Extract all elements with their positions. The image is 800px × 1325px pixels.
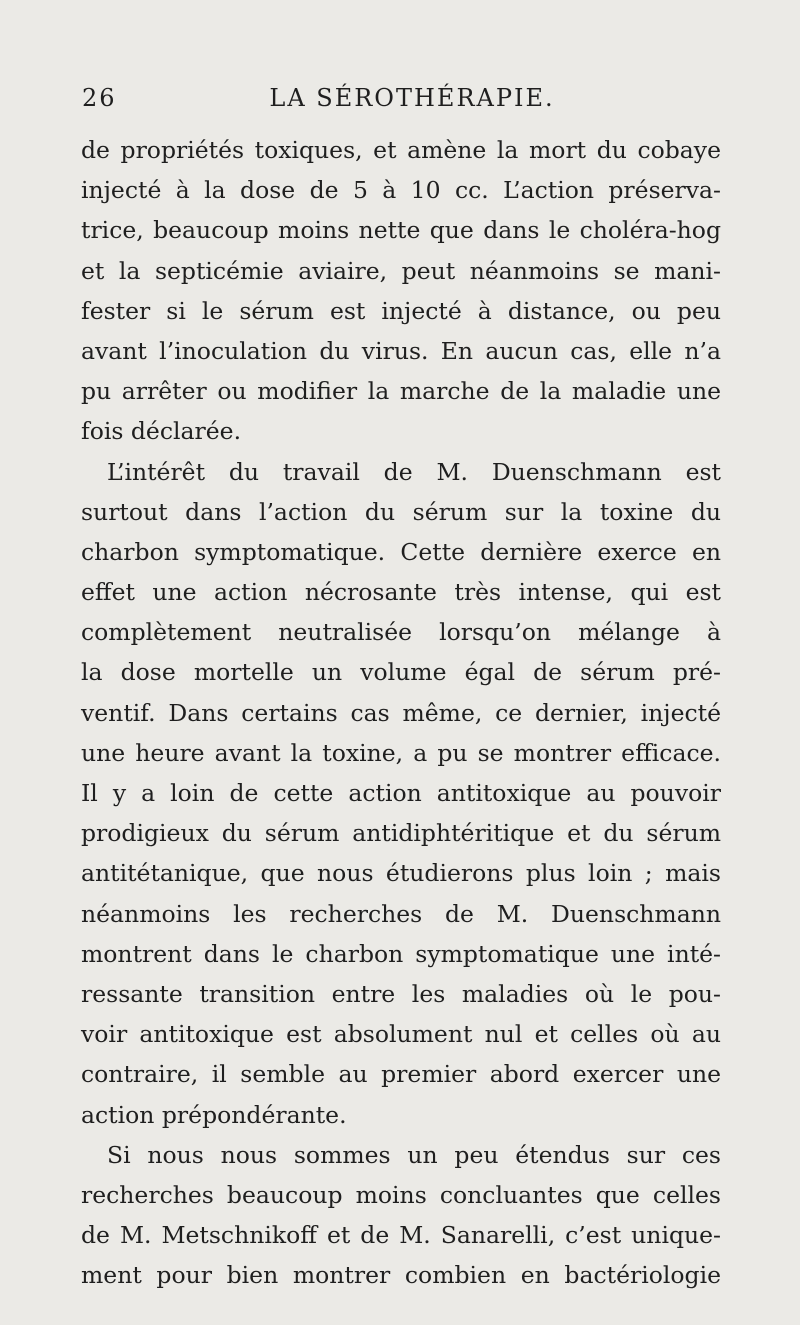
text-line: recherches beaucoup moins concluantes que celles [81,1180,721,1209]
text-line: effet une action nécrosante très intense, qui est [81,578,721,607]
text-line: pu arrêter ou modifier la marche de la maladie une [81,377,721,406]
text-line: injecté à la dose de 5 à 10 cc. L’action préserva- [81,176,721,205]
body-text [81,130,721,1295]
running-title: LA SÉROTHÉRAPIE. [269,84,555,112]
text-line: fester si le sérum est injecté à distance, ou peu [81,296,721,325]
text-line: contraire, il semble au premier abord exercer une [81,1060,721,1089]
running-head [82,84,712,124]
text-line: de propriétés toxiques, et amène la mort du cobaye [81,136,721,164]
text-line: trice, beaucoup moins nette que dans le choléra-hog [81,216,721,245]
text-line: Si nous nous sommes un peu étendus sur ces [107,1140,721,1169]
text-line: voir antitoxique est absolument nul et celles où au [81,1020,721,1049]
text-line: antitétanique, que nous étudierons plus loin ; mais [81,859,721,888]
text-line: surtout dans l’action du sérum sur la toxine du [81,497,721,526]
text-line: complètement neutralisée lorsqu’on mélange à [81,618,721,647]
text-line: avant l’inoculation du virus. En aucun cas, elle n’a [81,336,721,365]
text-line: et la septicémie aviaire, peut néanmoins se mani- [81,256,721,285]
text-line: fois déclarée. [81,417,242,446]
text-line: ment pour bien montrer combien en bactériologie [81,1261,721,1290]
text-line: montrent dans le charbon symptomatique une inté- [81,939,721,968]
text-line: ventif. Dans certains cas même, ce dernier, injecté [81,698,721,727]
text-line: ressante transition entre les maladies où le pou- [81,979,721,1008]
text-line: la dose mortelle un volume égal de sérum pré- [81,658,721,687]
text-line: de M. Metschnikoff et de M. Sanarelli, c’est unique- [81,1221,721,1250]
text-line: L’intérêt du travail de M. Duenschmann est [107,457,721,486]
text-line: néanmoins les recherches de M. Duenschmann [81,899,721,928]
text-line: une heure avant la toxine, a pu se montrer efficace. [81,738,721,767]
text-line: charbon symptomatique. Cette dernière exerce en [81,537,721,566]
text-line: action prépondérante. [81,1100,347,1129]
text-line: prodigieux du sérum antidiphtéritique et du sérum [81,819,721,848]
page-number: 26 [82,84,117,112]
text-line: Il y a loin de cette action antitoxique au pouvoir [81,779,721,807]
